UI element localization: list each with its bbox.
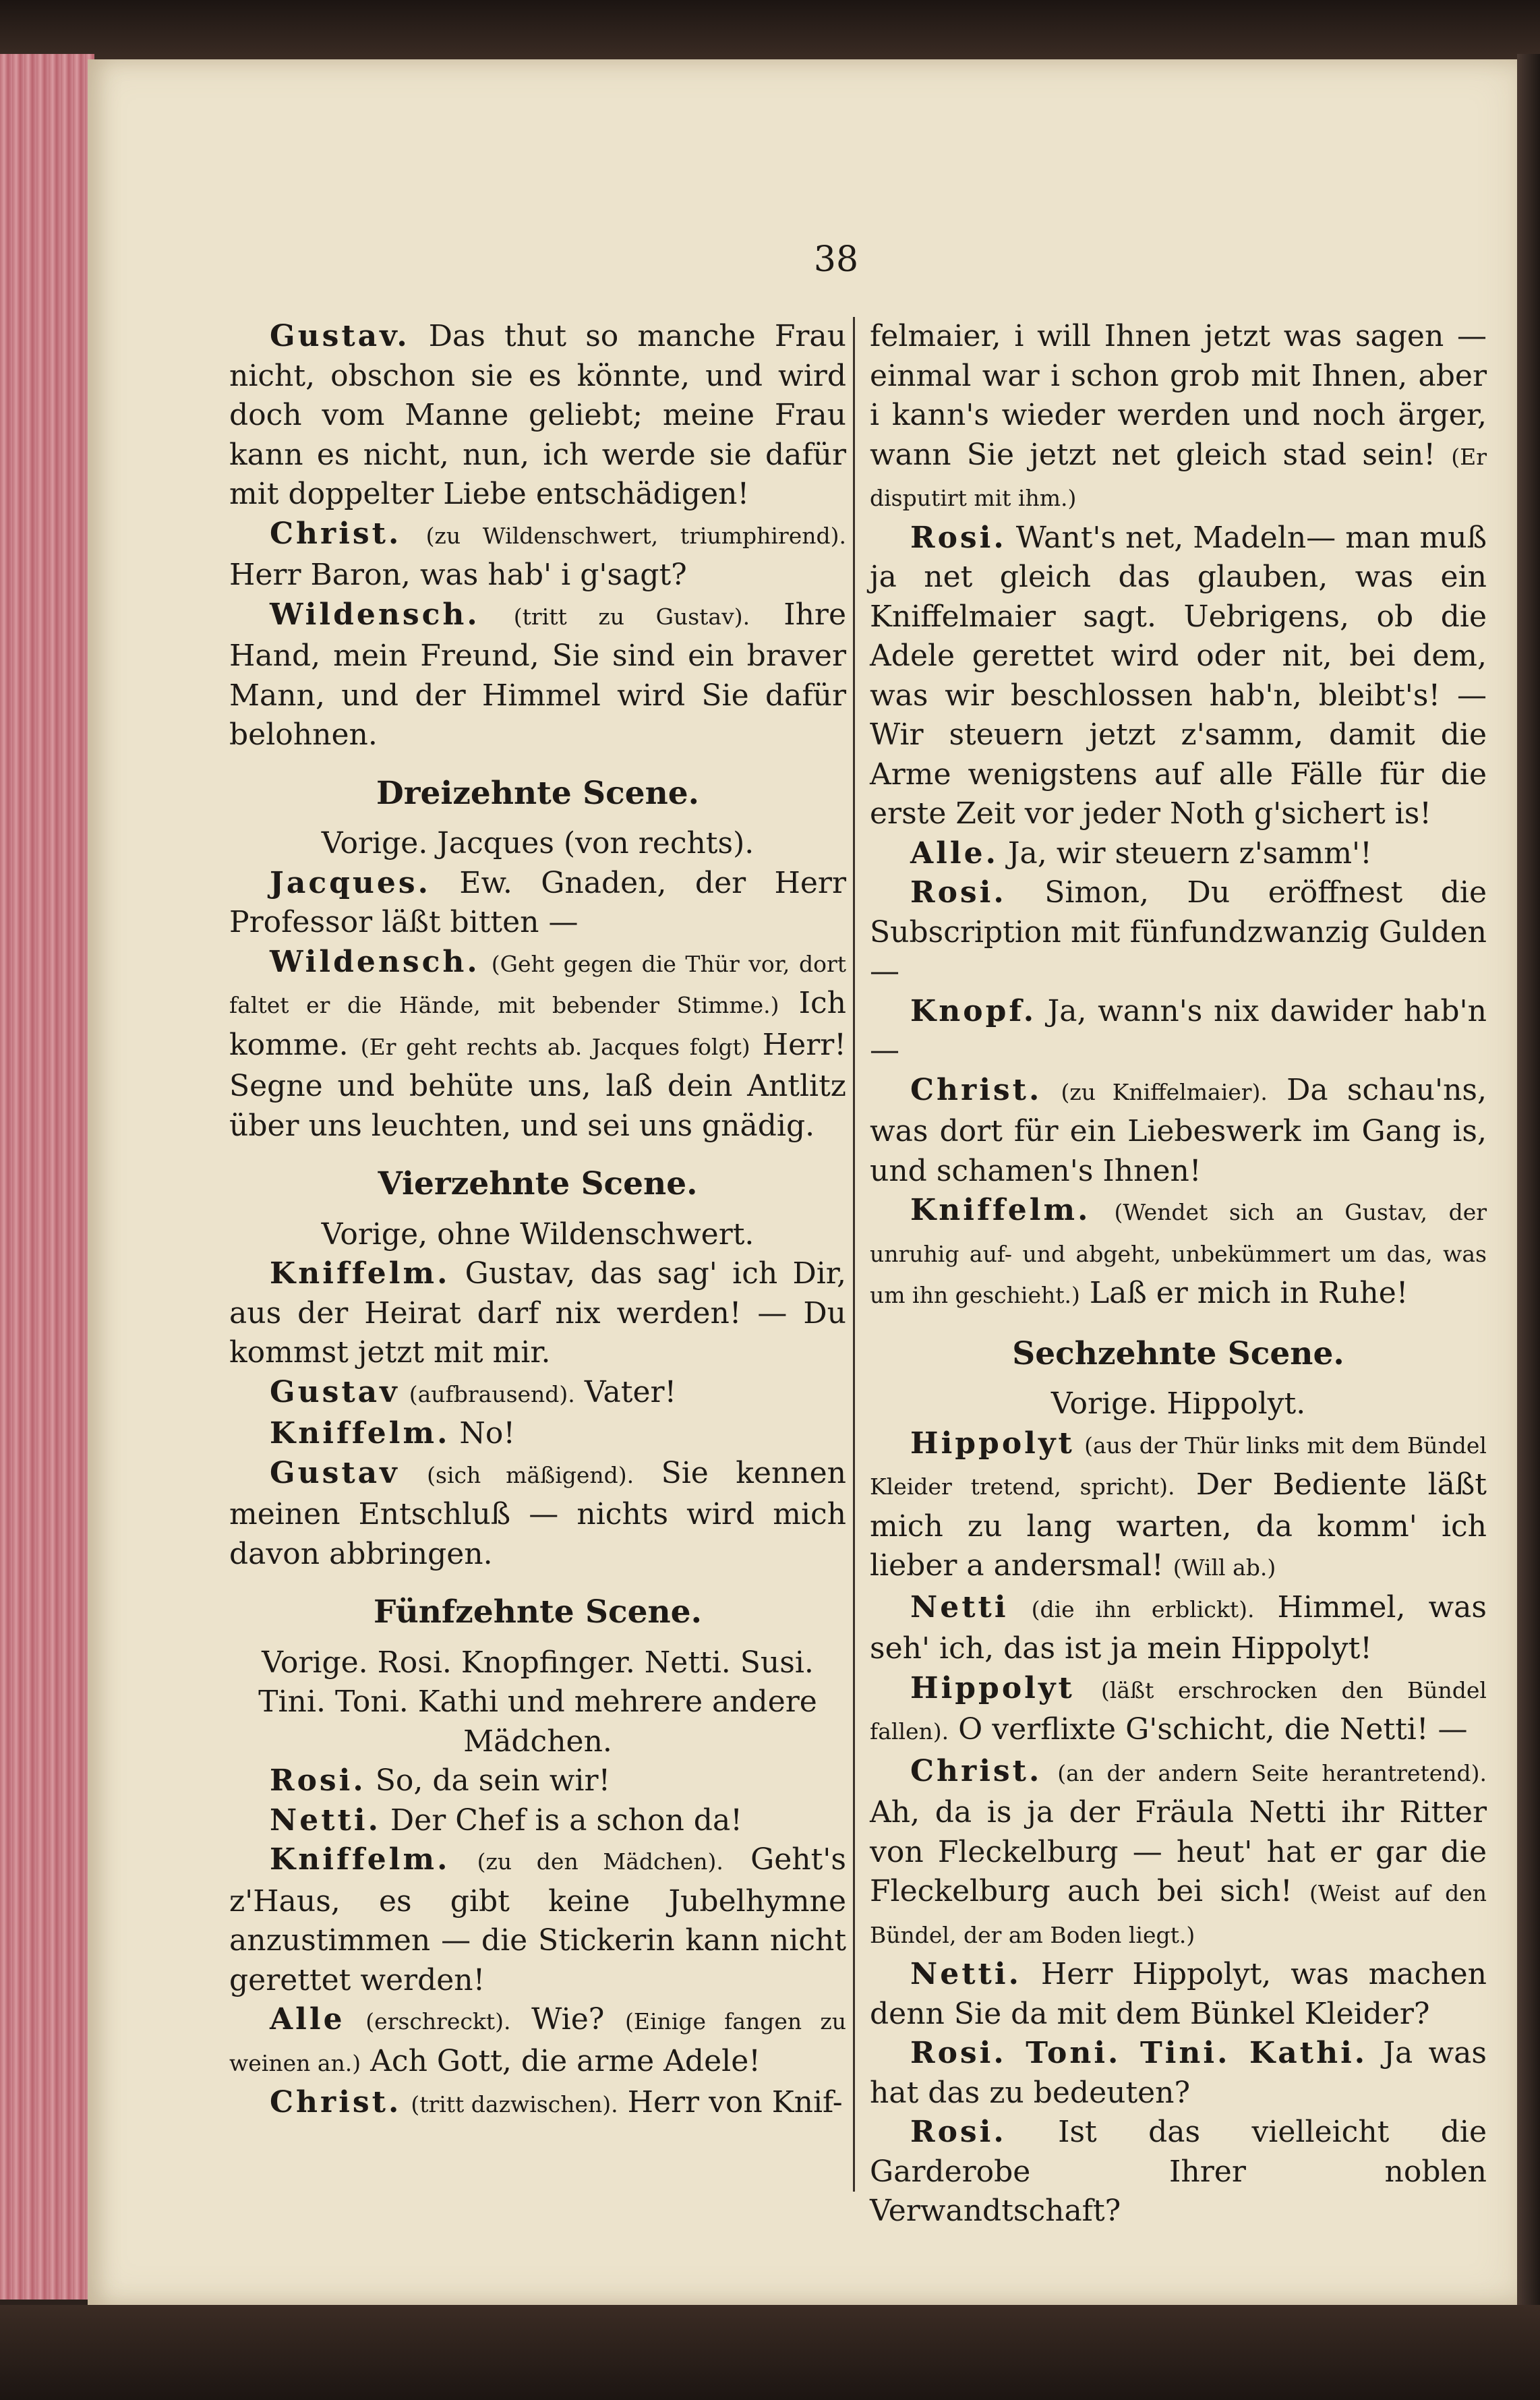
speech-text: Herr Baron, was hab' i g'sagt?	[229, 558, 687, 592]
speech-text: Ja was hat das zu bedeuten?	[870, 2036, 1487, 2110]
speech-text: Ja, wir steuern z'samm'!	[1007, 836, 1372, 871]
speech-paragraph	[229, 2000, 846, 2083]
cast-list: Vorige, ohne Wildenschwert.	[321, 1217, 754, 1252]
speech-text: Himmel, was seh' ich, das ist ja mein Hippolyt!	[870, 1589, 1487, 1666]
speaker-name: Hippolyt	[910, 1426, 1075, 1461]
speech-text: Want's net, Madeln— man muß ja net gleich das glauben, was ein Kniffelmaier sagt. Uebrigens, ob die Adele gerettet wird oder nit, bei dem, was wir beschlossen hab'n, bleibt's! — Wir steuern jetzt z'samm, damit die Arme wenigstens auf alle Fälle für die erste Zeit vor jeder Noth g'sichert is!	[870, 520, 1487, 831]
stage-direction: (Will ab.)	[1173, 1554, 1276, 1581]
speaker-name: Christ.	[270, 516, 402, 551]
book-cover-right	[1517, 54, 1540, 2306]
speech-text: Herr von Knif-	[627, 2085, 843, 2119]
right-column	[870, 317, 1487, 2231]
speech-text: Ihre Hand, mein Freund, Sie sind ein braver Mann, und der Himmel wird Sie dafür belohnen.	[229, 597, 846, 752]
speech-paragraph	[229, 1761, 846, 1801]
stage-direction: (Wendet sich an Gustav, der unruhig auf- und abgeht, unbekümmert um das, was um ihn geschieht.)	[870, 1199, 1487, 1308]
speech-paragraph	[870, 2113, 1487, 2231]
speech-text: Sie kennen meinen Entschluß — nichts wird mich davon abbringen.	[229, 1455, 846, 1571]
column-divider	[853, 317, 855, 2192]
speech-paragraph	[229, 1454, 846, 1575]
speaker-name: Alle	[270, 2002, 345, 2037]
speech-text: Herr Hippolyt, was machen denn Sie da mit dem Bünkel Kleider?	[870, 1957, 1487, 2031]
stage-direction: (an der andern Seite herantretend).	[1057, 1759, 1487, 1786]
speech-text: Wie?	[531, 2002, 605, 2037]
speech-text: No!	[459, 1416, 516, 1451]
speech-text: Geht's z'Haus, es gibt keine Jubelhymne anzustimmen — die Stickerin kann nicht gerettet werden!	[229, 1842, 846, 1997]
speech-paragraph	[229, 1373, 846, 1415]
speech-text: O verflixte G'schicht, die Netti! —	[958, 1712, 1468, 1747]
speaker-name: Christ.	[910, 1072, 1042, 1107]
speech-text: Ja, wann's nix dawider hab'n —	[870, 993, 1487, 1067]
speaker-name: Netti.	[910, 1957, 1021, 1991]
stage-direction: (erschreckt).	[365, 2008, 511, 2035]
speaker-name: Alle.	[910, 836, 999, 871]
speaker-name: Hippolyt	[910, 1670, 1075, 1705]
speech-paragraph	[870, 992, 1487, 1071]
speaker-name: Gustav.	[270, 319, 410, 353]
speech-paragraph	[870, 873, 1487, 992]
left-column	[229, 317, 846, 2125]
speech-text: Das thut so manche Frau nicht, obschon sie es könnte, und wird doch vom Manne geliebt; meine Frau kann es nicht, nun, ich werde sie dafür mit doppelter Liebe entschädigen!	[229, 319, 846, 511]
speech-paragraph	[229, 1840, 846, 2000]
speech-text: Ew. Gnaden, der Herr Professor läßt bitten —	[229, 865, 846, 939]
scene-heading: Dreizehnte Scene.	[376, 774, 700, 812]
speech-paragraph	[229, 515, 846, 595]
speaker-name: Wildensch.	[270, 597, 480, 632]
speech-paragraph	[229, 1801, 846, 1841]
stage-direction: (sich mäßigend).	[427, 1461, 634, 1488]
speaker-name: Kniffelm.	[270, 1842, 450, 1877]
speech-paragraph	[229, 2083, 846, 2125]
stage-direction: (zu Wildenschwert, triumphirend).	[425, 522, 846, 549]
continued-speech	[870, 317, 1487, 519]
speaker-name: Christ.	[910, 1753, 1042, 1788]
book-bottom-edge	[0, 2305, 1540, 2400]
stage-direction: (die ihn erblickt).	[1031, 1596, 1255, 1622]
speaker-name: Jacques.	[270, 865, 431, 900]
speech-paragraph	[870, 1752, 1487, 1956]
scene-heading: Sechzehnte Scene.	[1012, 1335, 1344, 1372]
speech-paragraph	[870, 519, 1487, 834]
stage-direction: (Weist auf den Bündel, der am Boden liegt.)	[870, 1880, 1487, 1948]
speech-paragraph	[870, 1669, 1487, 1752]
speech-text: Ist das vielleicht die Garderobe Ihrer noblen Verwandtschaft?	[870, 2115, 1487, 2228]
speech-paragraph	[229, 595, 846, 755]
speaker-name: Christ.	[270, 2085, 402, 2119]
stage-direction: (aus der Thür links mit dem Bündel Kleider tretend, spricht).	[870, 1432, 1487, 1500]
speech-paragraph	[870, 1424, 1487, 1588]
speaker-name: Gustav	[270, 1455, 400, 1490]
speech-paragraph	[870, 1588, 1487, 1669]
speech-paragraph	[229, 1254, 846, 1373]
speaker-name: Kniffelm.	[910, 1193, 1091, 1227]
speech-text: Laß er mich in Ruhe!	[1089, 1276, 1409, 1310]
speech-text: Der Bediente läßt mich zu lang warten, da komm' ich lieber a andersmal!	[870, 1467, 1487, 1583]
stage-direction: (tritt dazwischen).	[411, 2091, 618, 2117]
speech-text: Ach Gott, die arme Adele!	[370, 2043, 761, 2078]
speech-text: Der Chef is a schon da!	[390, 1803, 742, 1838]
stage-direction: (Er geht rechts ab. Jacques folgt)	[360, 1033, 750, 1060]
speech-text: Gustav, das sag' ich Dir, aus der Heirat darf nix werden! — Du kommst jetzt mit mir.	[229, 1256, 846, 1370]
speaker-name: Rosi.	[910, 520, 1007, 555]
stage-direction: (Einige fangen zu weinen an.)	[229, 2008, 846, 2076]
speech-text: Vater!	[584, 1374, 677, 1409]
speaker-name: Kniffelm.	[270, 1416, 450, 1451]
speaker-name: Rosi.	[910, 2115, 1007, 2149]
cast-list: Vorige. Jacques (von rechts).	[321, 826, 754, 860]
speech-text: So, da sein wir!	[375, 1763, 611, 1798]
book-top-edge	[0, 0, 1540, 61]
cast-list: Vorige. Rosi. Knopfinger. Netti. Susi. Tini. Toni. Kathi und mehrere andere Mädchen.	[258, 1645, 817, 1759]
speaker-name: Gustav	[270, 1374, 400, 1409]
speaker-name: Netti.	[270, 1803, 381, 1838]
stage-direction: (zu Kniffelmaier).	[1061, 1078, 1268, 1105]
speaker-name: Kniffelm.	[270, 1256, 450, 1291]
speech-text: Ich komme.	[229, 986, 846, 1062]
speech-paragraph	[870, 834, 1487, 874]
scene-heading: Fünfzehnte Scene.	[374, 1593, 702, 1631]
scene-heading: Vierzehnte Scene.	[378, 1165, 698, 1202]
book-page-edges	[0, 54, 94, 2300]
speaker-name: Wildensch.	[270, 944, 480, 979]
speech-text: felmaier, i will Ihnen jetzt was sagen — einmal war i schon grob mit Ihnen, aber i kann's wieder werden und noch ärger, wann Sie jetzt net gleich stad sein!	[870, 319, 1487, 472]
speech-paragraph	[870, 1191, 1487, 1316]
speech-text: Herr! Segne und behüte uns, laß dein Antlitz über uns leuchten, und sei uns gnädig.	[229, 1027, 846, 1143]
stage-direction: (läßt erschrocken den Bündel fallen).	[870, 1676, 1487, 1745]
speech-paragraph	[870, 1955, 1487, 2034]
page-number: 38	[813, 239, 859, 280]
stage-direction: (Geht gegen die Thür vor, dort faltet er die Hände, mit bebender Stimme.)	[229, 950, 846, 1018]
speech-paragraph	[870, 1071, 1487, 1192]
speaker-name: Rosi.	[270, 1763, 366, 1798]
speech-paragraph	[229, 943, 846, 1146]
stage-direction: (zu den Mädchen).	[477, 1848, 723, 1875]
speaker-name: Knopf.	[910, 993, 1037, 1028]
stage-direction: (aufbrausend).	[409, 1380, 575, 1407]
speaker-name: Rosi.	[910, 875, 1007, 910]
cast-list: Vorige. Hippolyt.	[1050, 1386, 1306, 1421]
speech-text: Da schau'ns, was dort für ein Liebeswerk im Gang is, und schamen's Ihnen!	[870, 1072, 1487, 1188]
speaker-name: Netti	[910, 1589, 1009, 1625]
speech-text: Simon, Du eröffnest die Subscription mit fünfundzwanzig Gulden —	[870, 875, 1487, 989]
stage-direction: (tritt zu Gustav).	[513, 603, 750, 630]
speech-paragraph	[870, 2034, 1487, 2113]
speech-paragraph	[229, 1414, 846, 1454]
speech-paragraph	[229, 317, 846, 515]
speaker-name: Rosi. Toni. Tini. Kathi.	[910, 2036, 1368, 2070]
speech-paragraph	[229, 864, 846, 943]
stage-direction: (Er disputirt mit ihm.)	[870, 443, 1487, 511]
speech-text: Ah, da is ja der Fräula Netti ihr Ritter von Fleckelburg — heut' hat er gar die Fleckelburg auch bei sich!	[870, 1795, 1487, 1908]
